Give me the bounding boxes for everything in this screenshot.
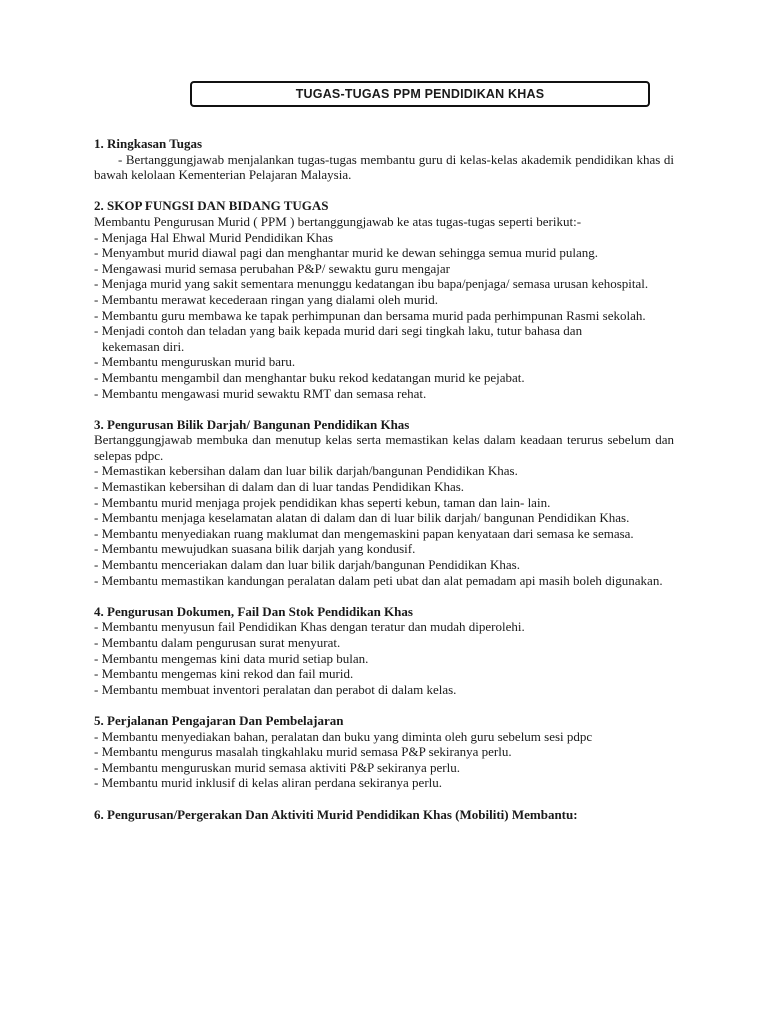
list-item: - Mengawasi murid semasa perubahan P&P/ sewaktu guru mengajar [94, 260, 450, 276]
list-item: - Memastikan kebersihan di dalam dan di luar tandas Pendidikan Khas. [94, 479, 465, 495]
section-heading: 1. Ringkasan Tugas [94, 136, 203, 151]
list-item: - Membantu mengemas kini rekod dan fail murid. [94, 666, 354, 682]
paragraph: Bertanggungjawab membuka dan menutup kelas serta memastikan kelas dalam keadaan terurus sebelum dan selepas pdpc. [94, 432, 674, 463]
section-pengurusan-dokumen [94, 604, 674, 698]
list-item: - Membantu menguruskan murid semasa aktiviti P&P sekiranya perlu. [94, 759, 460, 775]
section-heading: 6. Pengurusan/Pergerakan Dan Aktiviti Murid Pendidikan Khas (Mobiliti) Membantu: [94, 806, 578, 822]
section-heading: 2. SKOP FUNGSI DAN BIDANG TUGAS [94, 198, 329, 214]
section-skop-fungsi [94, 198, 674, 401]
list-item: - Membantu menguruskan murid baru. [94, 354, 296, 370]
list-item: - Membantu mengurus masalah tingkahlaku murid semasa P&P sekiranya perlu. [94, 744, 512, 760]
section-ringkasan-tugas [94, 136, 674, 183]
section-heading: 5. Perjalanan Pengajaran Dan Pembelajaran [94, 712, 344, 728]
list-item: - Membantu murid inklusif di kelas aliran perdana sekiranya perlu. [94, 775, 443, 791]
list-item: - Membantu memastikan kandungan peralatan dalam peti ubat dan alat pemadam api masih boleh digunakan. [94, 572, 663, 588]
list-item: - Membantu menyediakan ruang maklumat dan mengemaskini papan kenyataan dari semasa ke semasa. [94, 525, 634, 541]
list-item: - Menyambut murid diawal pagi dan menghantar murid ke dewan sehingga semua murid pulang. [94, 245, 598, 261]
list-item: - Membantu guru membawa ke tapak perhimpunan dan bersama murid pada perhimpunan Rasmi sekolah. [94, 307, 646, 323]
list-item: - Membantu menyusun fail Pendidikan Khas dengan teratur dan mudah diperolehi. [94, 619, 525, 635]
list-item: - Menjaga Hal Ehwal Murid Pendidikan Khas [94, 229, 334, 245]
list-item: - Membantu dalam pengurusan surat menyurat. [94, 635, 341, 650]
list-item: - Membantu merawat kecederaan ringan yang dialami oleh murid. [94, 291, 439, 307]
list-item: - Menjaga murid yang sakit sementara menunggu kedatangan ibu bapa/penjaga/ semasa urusan kehospital. [94, 276, 649, 292]
paragraph: Membantu Pengurusan Murid ( PPM ) bertanggungjawab ke atas tugas-tugas seperti berikut:- [94, 213, 582, 229]
section-perjalanan-pdp [94, 713, 674, 791]
list-item-continuation: kekemasan diri. [102, 338, 185, 354]
list-item: - Membantu mengawasi murid sewaktu RMT dan semasa rehat. [94, 385, 427, 401]
section-heading: 4. Pengurusan Dokumen, Fail Dan Stok Pendidikan Khas [94, 603, 413, 619]
list-item: - Membantu murid menjaga projek pendidikan khas seperti kebun, taman dan lain- lain. [94, 494, 551, 510]
list-item: - Menjadi contoh dan teladan yang baik kepada murid dari segi tingkah laku, tutur bahasa dan [94, 323, 583, 339]
section-heading: 3. Pengurusan Bilik Darjah/ Bangunan Pendidikan Khas [94, 416, 410, 432]
list-item: - Membantu mengambil dan menghantar buku rekod kedatangan murid ke pejabat. [94, 369, 525, 385]
list-item: - Membantu menyediakan bahan, peralatan dan buku yang diminta oleh guru sebelum sesi pdpc [94, 728, 593, 744]
paragraph: - Bertanggungjawab menjalankan tugas-tugas membantu guru di kelas-kelas akademik pendidikan khas di bawah kelolaan Kementerian Pelajaran Malaysia. [94, 151, 674, 183]
list-item: - Membantu membuat inventori peralatan dan perabot di dalam kelas. [94, 681, 457, 697]
list-item: - Membantu menjaga keselamatan alatan di dalam dan di luar bilik darjah/ bangunan Pendidikan Khas. [94, 510, 630, 526]
list-item: - Membantu mewujudkan suasana bilik darjah yang kondusif. [94, 541, 416, 557]
section-pengurusan-bilik-darjah [94, 417, 674, 589]
list-item: - Membantu mengemas kini data murid setiap bulan. [94, 650, 369, 666]
list-item: - Memastikan kebersihan dalam dan luar bilik darjah/bangunan Pendidikan Khas. [94, 463, 518, 479]
section-pergerakan-mobiliti [94, 807, 674, 823]
document-title: TUGAS-TUGAS PPM PENDIDIKAN KHAS [190, 81, 650, 107]
list-item: - Membantu menceriakan dalam dan luar bilik darjah/bangunan Pendidikan Khas. [94, 557, 520, 573]
document-body [94, 136, 674, 838]
